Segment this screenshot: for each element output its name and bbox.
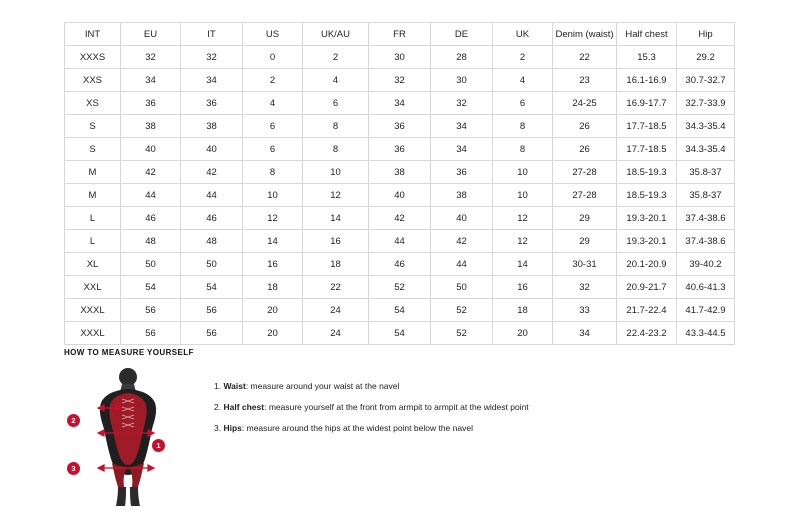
table-row [65,230,735,253]
table-cell: 56 [121,322,181,345]
table-cell: 44 [369,230,431,253]
table-cell: 14 [493,253,553,276]
table-cell: 26 [553,115,617,138]
table-cell: 4 [243,92,303,115]
how-to-measure-section [64,348,744,507]
table-cell: 52 [431,322,493,345]
table-cell: 38 [181,115,243,138]
table-cell: XXXL [65,299,121,322]
table-cell: 42 [369,207,431,230]
table-row [65,69,735,92]
table-cell: 29 [553,207,617,230]
table-cell: 32 [553,276,617,299]
table-cell: 6 [243,115,303,138]
column-header: UK [493,23,553,46]
table-cell: 48 [181,230,243,253]
table-cell: M [65,184,121,207]
table-cell: 54 [181,276,243,299]
table-cell: L [65,230,121,253]
table-cell: 37.4-38.6 [677,230,735,253]
instruction-item [214,423,744,433]
table-cell: 17.7-18.5 [617,138,677,161]
table-cell: XXL [65,276,121,299]
table-row [65,322,735,345]
column-header: DE [431,23,493,46]
table-cell: 32.7-33.9 [677,92,735,115]
table-cell: 20.1-20.9 [617,253,677,276]
table-cell: 33 [553,299,617,322]
table-row [65,46,735,69]
table-cell: 34 [121,69,181,92]
table-cell: 29.2 [677,46,735,69]
column-header: FR [369,23,431,46]
column-header: IT [181,23,243,46]
table-cell: 35.8-37 [677,184,735,207]
how-to-measure-title: HOW TO MEASURE YOURSELF [64,348,194,357]
table-cell: 24 [303,299,369,322]
table-cell: 10 [493,161,553,184]
table-cell: 2 [243,69,303,92]
table-cell: 26 [553,138,617,161]
table-cell: 29 [553,230,617,253]
table-cell: 46 [181,207,243,230]
table-cell: 12 [243,207,303,230]
table-cell: 40.6-41.3 [677,276,735,299]
table-cell: 8 [243,161,303,184]
instruction-text: : measure yourself at the front from armpit to armpit at the widest point [264,402,529,413]
table-cell: 16 [493,276,553,299]
table-cell: 20.9-21.7 [617,276,677,299]
table-cell: 4 [493,69,553,92]
column-header: INT [65,23,121,46]
table-cell: 27-28 [553,161,617,184]
table-cell: XXXL [65,322,121,345]
table-cell: 32 [369,69,431,92]
table-cell: 18.5-19.3 [617,161,677,184]
table-cell: 34.3-35.4 [677,138,735,161]
table-cell: 44 [121,184,181,207]
table-cell: 42 [181,161,243,184]
table-cell: 30.7-32.7 [677,69,735,92]
table-cell: 4 [303,69,369,92]
table-cell: 30-31 [553,253,617,276]
table-cell: 34 [553,322,617,345]
table-cell: S [65,115,121,138]
table-cell: 44 [431,253,493,276]
size-chart-table [64,22,735,345]
size-chart-container [64,22,734,345]
table-cell: 16.1-16.9 [617,69,677,92]
table-cell: 2 [303,46,369,69]
table-cell: 12 [303,184,369,207]
table-cell: 40 [121,138,181,161]
table-cell: 12 [493,207,553,230]
table-cell: 8 [303,138,369,161]
table-cell: 8 [303,115,369,138]
column-header: EU [121,23,181,46]
table-cell: 20 [243,299,303,322]
table-cell: 44 [181,184,243,207]
table-cell: 38 [369,161,431,184]
table-cell: 10 [303,161,369,184]
table-cell: 18 [303,253,369,276]
instruction-number: 3. [214,423,222,434]
table-header [65,23,735,46]
table-cell: 27-28 [553,184,617,207]
instruction-text: : measure around the hips at the widest point below the navel [241,423,473,434]
table-cell: 14 [303,207,369,230]
table-row [65,115,735,138]
table-cell: 32 [431,92,493,115]
table-cell: 37.4-38.6 [677,207,735,230]
table-cell: 10 [243,184,303,207]
table-cell: 20 [243,322,303,345]
table-cell: 18.5-19.3 [617,184,677,207]
table-cell: 56 [121,299,181,322]
table-cell: 50 [121,253,181,276]
table-cell: XXXS [65,46,121,69]
instruction-number: 1. [214,381,222,391]
table-cell: 24 [303,322,369,345]
column-header: Denim (waist) [553,23,617,46]
table-cell: 39-40.2 [677,253,735,276]
table-cell: 56 [181,299,243,322]
table-cell: 6 [493,92,553,115]
table-body [65,46,735,345]
table-cell: XL [65,253,121,276]
table-cell: 2 [493,46,553,69]
table-cell: 52 [431,299,493,322]
table-cell: 10 [493,184,553,207]
table-cell: 20 [493,322,553,345]
table-cell: 41.7-42.9 [677,299,735,322]
table-row [65,207,735,230]
table-cell: 18 [243,276,303,299]
figure-bullet-3: 3 [67,462,80,475]
column-header: US [243,23,303,46]
mannequin-illustration [78,367,178,507]
table-cell: 34.3-35.4 [677,115,735,138]
table-cell: 36 [181,92,243,115]
table-cell: 54 [121,276,181,299]
table-cell: 16 [303,230,369,253]
table-cell: 35.8-37 [677,161,735,184]
table-row [65,161,735,184]
table-cell: 34 [431,138,493,161]
table-cell: 42 [431,230,493,253]
table-cell: 46 [369,253,431,276]
table-cell: M [65,161,121,184]
table-cell: 46 [121,207,181,230]
table-row [65,253,735,276]
table-cell: 16 [243,253,303,276]
table-cell: 54 [369,299,431,322]
table-cell: 40 [181,138,243,161]
how-to-measure-body [64,367,744,507]
table-cell: 16.9-17.7 [617,92,677,115]
table-cell: S [65,138,121,161]
table-cell: 19.3-20.1 [617,230,677,253]
table-cell: 32 [121,46,181,69]
table-cell: 50 [181,253,243,276]
table-cell: 18 [493,299,553,322]
table-row [65,138,735,161]
table-row [65,276,735,299]
figure-bullet-1: 1 [152,439,165,452]
table-cell: 43.3-44.5 [677,322,735,345]
table-cell: 54 [369,322,431,345]
table-cell: 22 [553,46,617,69]
table-cell: 34 [431,115,493,138]
table-cell: 22 [303,276,369,299]
table-cell: 34 [369,92,431,115]
table-cell: 48 [121,230,181,253]
table-cell: 50 [431,276,493,299]
table-row [65,92,735,115]
table-cell: 0 [243,46,303,69]
table-cell: 17.7-18.5 [617,115,677,138]
instruction-number: 2. [214,402,222,413]
table-cell: 21.7-22.4 [617,299,677,322]
table-cell: 30 [431,69,493,92]
table-cell: 32 [181,46,243,69]
table-cell: 14 [243,230,303,253]
table-cell: 36 [431,161,493,184]
table-cell: L [65,207,121,230]
table-cell: 40 [431,207,493,230]
instruction-item [214,402,744,412]
table-header-row [65,23,735,46]
table-cell: 6 [303,92,369,115]
measurement-figure [64,367,184,507]
table-cell: 36 [369,115,431,138]
table-cell: 12 [493,230,553,253]
table-cell: 23 [553,69,617,92]
table-cell: 28 [431,46,493,69]
column-header: Half chest [617,23,677,46]
table-cell: 22.4-23.2 [617,322,677,345]
table-cell: 56 [181,322,243,345]
table-cell: 24-25 [553,92,617,115]
instruction-item [214,381,744,391]
table-cell: 42 [121,161,181,184]
table-cell: 38 [431,184,493,207]
figure-bullet-2: 2 [67,414,80,427]
table-cell: 15.3 [617,46,677,69]
table-cell: XXS [65,69,121,92]
table-cell: 52 [369,276,431,299]
table-cell: 34 [181,69,243,92]
table-cell: 38 [121,115,181,138]
instruction-term: Half chest [223,402,265,413]
table-cell: XS [65,92,121,115]
table-cell: 36 [369,138,431,161]
instruction-term: Waist [223,381,246,391]
table-cell: 40 [369,184,431,207]
column-header: Hip [677,23,735,46]
table-cell: 30 [369,46,431,69]
measurement-instructions [214,381,744,445]
table-cell: 36 [121,92,181,115]
instruction-text: : measure around your waist at the navel [245,381,400,391]
column-header: UK/AU [303,23,369,46]
table-row [65,184,735,207]
instruction-term: Hips [223,423,242,434]
table-cell: 8 [493,138,553,161]
table-cell: 6 [243,138,303,161]
table-row [65,299,735,322]
table-cell: 19.3-20.1 [617,207,677,230]
table-cell: 8 [493,115,553,138]
